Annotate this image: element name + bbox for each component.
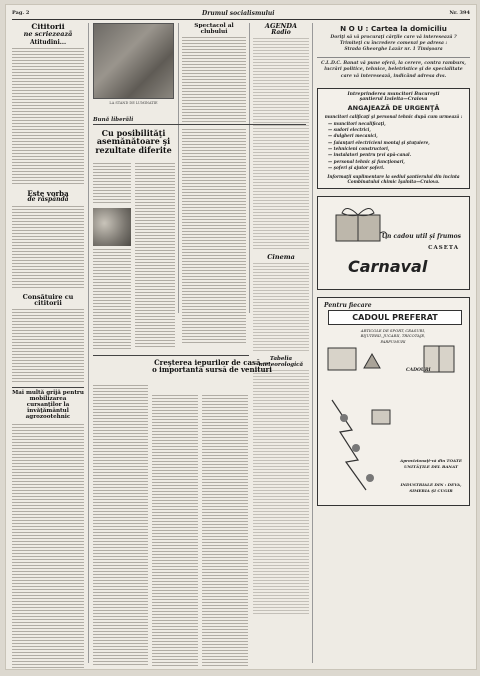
article-title: Spectacol al clubului [194,23,234,36]
list-item: — faianţari electricieni montaj şi ştuţuiere, [328,139,430,145]
page-number: Pag. 2 [12,10,30,16]
column-agenda [253,23,309,614]
article-body [93,385,148,667]
ad-title: N O U : Cartea la domiciliu [340,24,447,33]
article-title: Mai multă grijă pentru mobilizarea cursanţilor la învăţământul agrozootehnic [12,390,84,420]
ad-title: Carnaval [348,257,428,277]
ad-script: Un cadou util şi frumos [381,233,461,241]
list-item: — sudori electrici, [328,127,371,133]
radio-schedule [253,38,309,250]
agenda-title: AGENDA [264,22,298,30]
article-body [93,163,131,205]
report-col-a [93,163,131,349]
ad-line: Trimiteţi cu încredere comenzi pe adresa : [339,41,448,47]
photo-caption: LA STAND DE LUMINATIE [109,101,158,105]
column-club-cont [182,129,246,343]
rabbits-col-b [152,395,198,667]
section-subtitle: ne scriezeazã [23,29,73,38]
ad-title: CADOUL PREFERAT [328,310,462,325]
holiday-illustration [322,390,402,500]
cinema-listing [253,263,309,353]
column-divider [249,23,250,313]
news-photo [93,23,174,99]
article-heading: Atitudini... [29,38,67,46]
article-body [12,309,84,383]
article-body [182,37,246,123]
ad-line: Doriţi să vă procuraţi cărţile care vă interesează ? [330,35,457,40]
ad-job-title: ANGAJEAZĂ DE URGENŢĂ [347,103,440,112]
ads-column [317,23,470,506]
column-divider [312,23,313,663]
ad-label: CADOURI [406,368,431,374]
report-title-block [93,129,174,154]
page-header [12,8,470,19]
ad-site: şantierul Izsleita—Craiova [359,96,428,102]
ad-shops-footer: INDUSTRIALE DIN : DEVA, SIMERIA ŞI CUGIR [400,482,462,493]
ad-carnaval [317,196,470,290]
ad-job-list [322,121,465,171]
column-divider [178,23,179,313]
article-body [12,48,84,186]
divider [317,57,470,58]
weather-table [253,370,309,614]
ad-gifts [317,297,470,506]
list-item: — şoferi şi ajutor şoferi. [328,164,385,170]
divider [93,355,249,356]
newspaper-page [5,4,477,670]
ad-address: Strada Gheorghe Lazăr nr. 1 Timişoara [344,47,443,53]
ad-job-offer [317,88,470,189]
issue-number: Nr. 394 [449,10,470,16]
list-item: — dulgheri mecanici, [328,133,378,139]
header-rule [12,19,470,20]
ad-items: ARTICOLE DE SPORT, CEASURI, BIJUTERII, JUCARII, TRICOTAJE, PARFUMURI [360,328,426,344]
article-title: Consătuire cu cititorii [22,292,74,308]
ad-company: Intreprinderea muncitori Bucureşti [347,91,440,97]
list-item: — muncitori necalificaţi, [328,120,386,126]
ad-cldc: C.L.D.C. Banat vă pune oferă, la cerere, contra ramburs, lucrări politice, tehnice, beletristice şi de specialitate care vă interesează, indicând adresa dvs. [321,61,466,79]
ad-job-intro: muncitori calificaţi şi personal tehnic după cum urmează : [324,113,463,119]
ad-shops: Aprovizionaţi-vă din TOATE UNITĂŢILE DEL BANAT [400,458,462,469]
newspaper-title: Drumul socialismului [202,10,275,17]
article-body [182,129,246,343]
article-body [135,163,175,349]
article-subtitle: de răspândă [27,196,69,204]
rabbits-col-c [202,395,248,667]
radio-title: Radio [271,28,291,36]
article-title: Creşterea iepurilor de casă — o importantă sursă de venituri [152,358,272,375]
article-body [202,395,248,667]
article-body [93,249,131,349]
divider [12,387,84,388]
column-label: Bună liberãli [93,117,134,123]
article-body [12,424,84,670]
section-title: Cititorii [31,22,65,31]
column-letters [12,23,84,670]
ad-book-delivery [317,23,470,56]
article-body [12,206,84,290]
article-title: Cu posibilităţi asemănătoare şi rezultate diferite [95,128,172,155]
gift-illustrations [324,338,464,398]
cinema-title: Cinema [267,253,295,262]
ad-job-footer: Informaţii suplimentare la sediul şantierului din incinta Combinatului chimic Işalnita—Craiova. [327,174,460,185]
weather-title: Tabelia meteorologică [258,355,304,368]
article-title: Este vorba [27,188,69,198]
article-body [152,395,198,667]
column-photo-report [93,23,174,108]
list-item: — tehnicieni constructori, [328,145,390,151]
gift-box-illustration [328,203,388,245]
report-col-b [135,163,175,349]
rabbits-col-a [93,385,148,667]
ad-line: Pentru fiecare [324,302,372,310]
ad-subtitle: CASETA [428,245,459,252]
report-illustration [93,208,131,246]
column-divider [88,23,89,663]
list-item: — instalatori pentru ţevi apă-canal. [328,152,412,158]
rabbits-title-block [152,359,272,374]
column-club [182,23,246,129]
list-item: — personal tehnic şi funcţionari, [328,158,405,164]
